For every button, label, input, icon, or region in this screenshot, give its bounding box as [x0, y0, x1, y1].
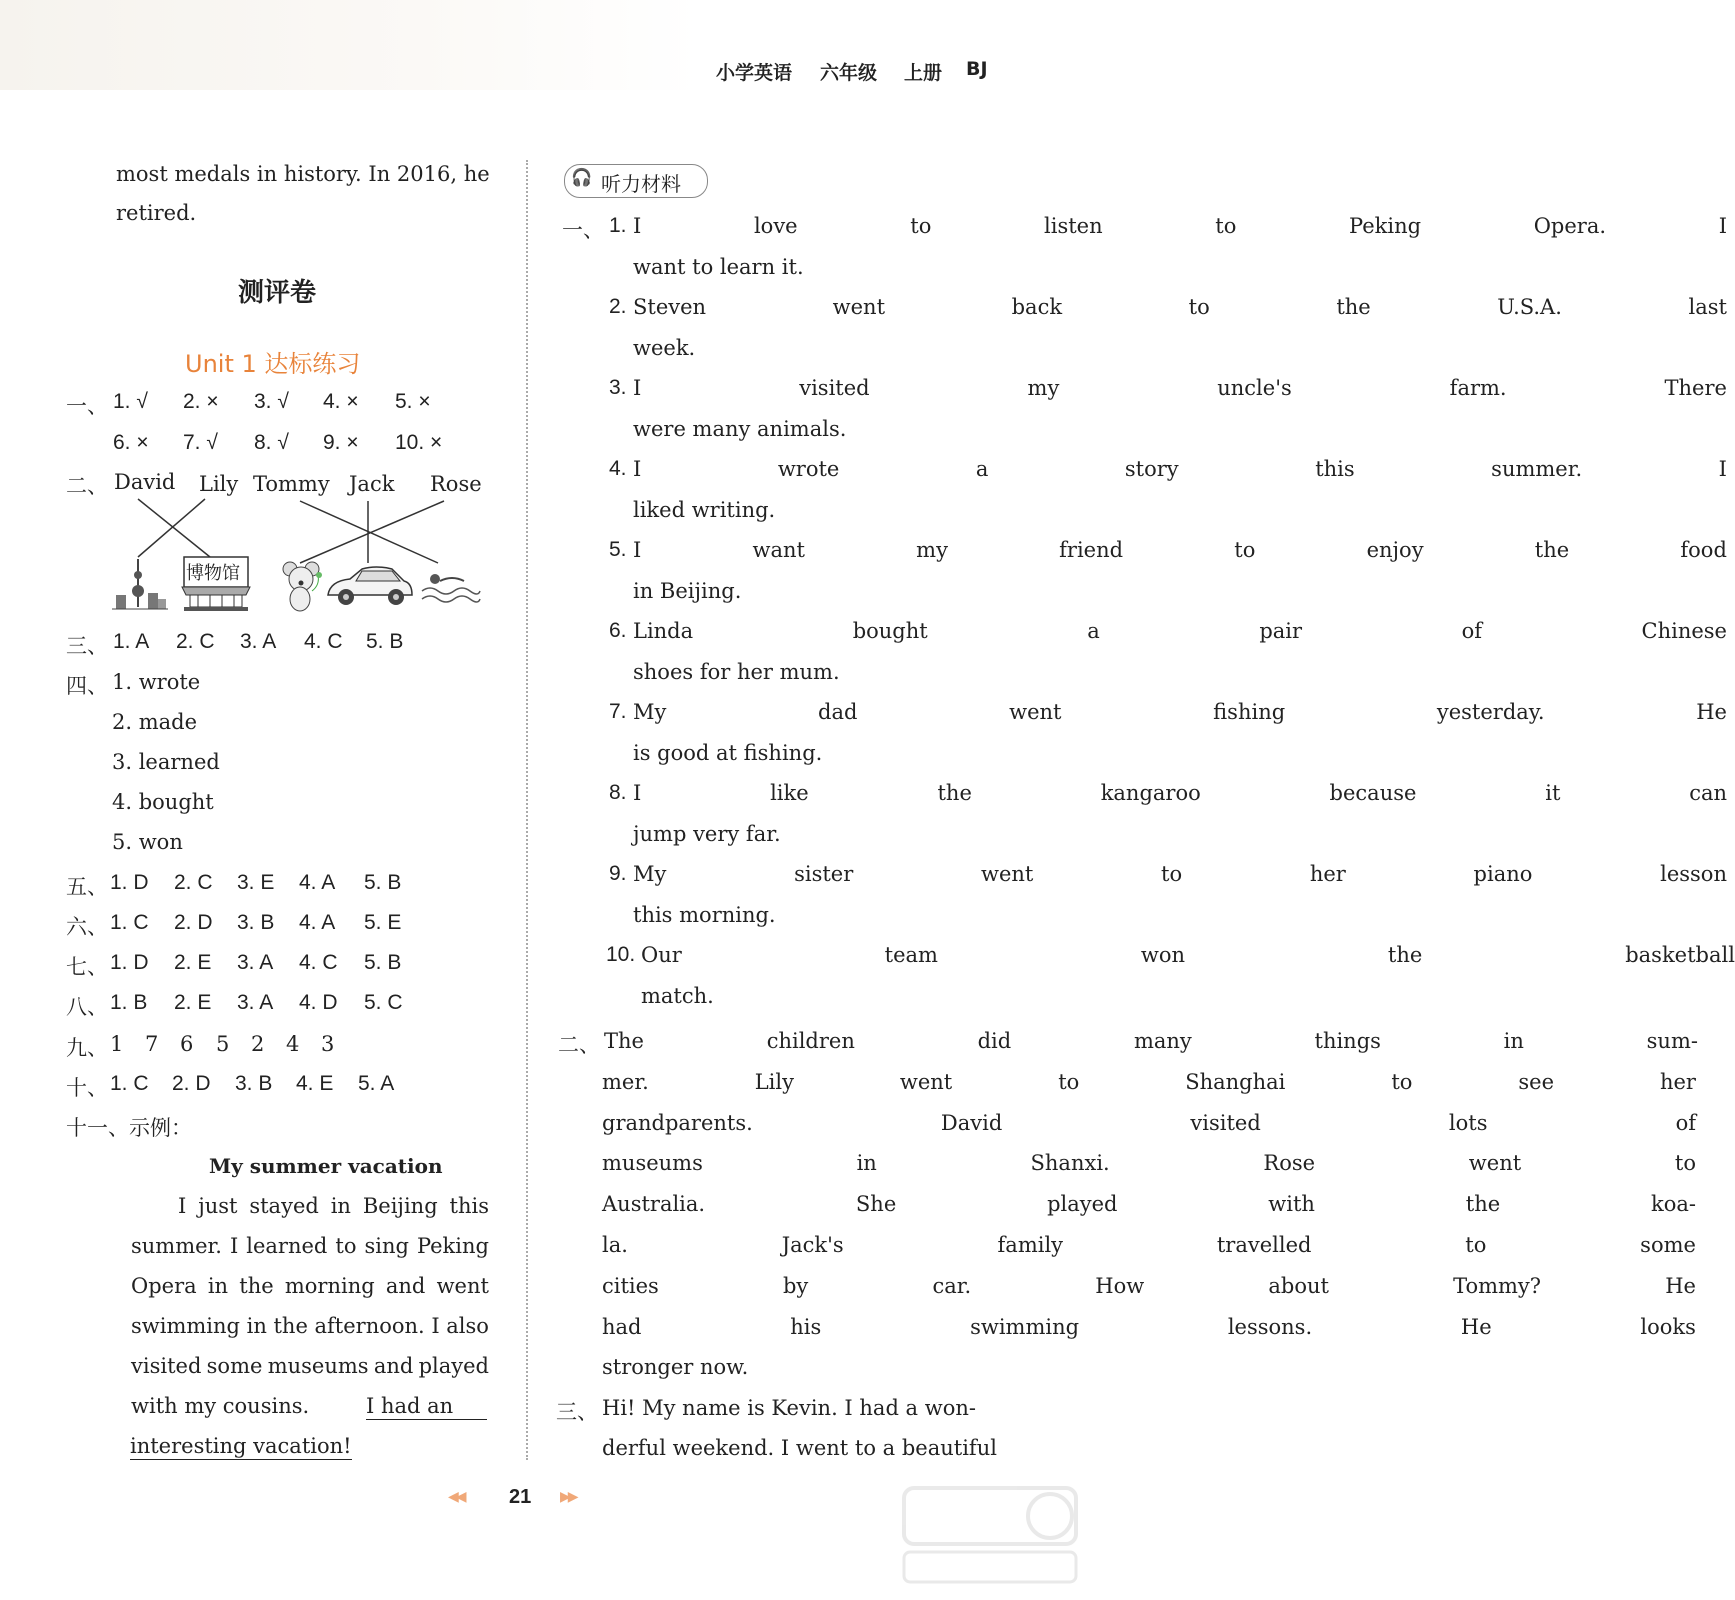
- listening-item-number: 1.: [609, 214, 627, 237]
- q1-answer: 2. ×: [183, 390, 219, 413]
- listening-item-number: 9.: [609, 862, 627, 885]
- listening-item-number: 6.: [609, 619, 627, 642]
- q1-answer: 8. √: [254, 431, 289, 454]
- intro-line-2: retired.: [116, 201, 197, 225]
- q10-answer: 2. D: [172, 1072, 211, 1095]
- listening-item-line: jump very far.: [633, 821, 781, 846]
- headphones-icon: 🎧: [571, 168, 593, 188]
- q9-answer: 6: [180, 1032, 194, 1056]
- q6-answer: 2. D: [174, 911, 213, 934]
- q8-answer: 3. A: [237, 991, 274, 1014]
- listening-item-line: My dad went fishing yesterday. He: [633, 700, 1727, 724]
- matching-diagram: [100, 495, 500, 620]
- listening-item-line: were many animals.: [633, 416, 847, 441]
- s3-label: 三、: [556, 1401, 598, 1424]
- q3-label: 三、: [66, 635, 108, 658]
- passage-line: stronger now.: [602, 1355, 749, 1380]
- q10-answer: 1. C: [110, 1072, 149, 1095]
- q7-answer: 1. D: [110, 951, 149, 974]
- passage-line: Australia. She played with the koa-: [602, 1192, 1696, 1217]
- listening-item-number: 7.: [609, 700, 627, 723]
- q11-label: 十一、示例：: [66, 1117, 192, 1140]
- q4-label: 四、: [66, 675, 108, 698]
- tv-tower-icon: [112, 559, 168, 609]
- swimmer-icon: [422, 574, 480, 602]
- listening-badge: [564, 164, 708, 198]
- name-tommy: Tommy: [253, 472, 330, 496]
- q9-label: 九、: [66, 1037, 108, 1060]
- listening-item-line: Our team won the basketball: [641, 943, 1735, 967]
- listening-item-number: 5.: [609, 538, 627, 561]
- listening-item-line: I like the kangaroo because it can: [633, 781, 1727, 805]
- passage-line: Hi! My name is Kevin. I had a won-: [602, 1396, 976, 1420]
- essay-line: with my cousins.: [131, 1394, 310, 1418]
- listening-item-line: want to learn it.: [633, 254, 804, 279]
- next-arrows-icon: ▶▶: [560, 1489, 576, 1505]
- q4-answer: 5. won: [112, 830, 183, 854]
- q7-answer: 5. B: [364, 951, 402, 974]
- passage-line: museums in Shanxi. Rose went to: [602, 1151, 1696, 1176]
- prev-arrows-icon: ◀◀: [448, 1489, 464, 1505]
- q1-answer: 5. ×: [395, 390, 431, 413]
- listening-item-line: match.: [641, 983, 714, 1008]
- header-grade: 六年级: [820, 62, 878, 84]
- listening-item-line: I want my friend to enjoy the food: [633, 538, 1727, 562]
- essay-line: summer. I learned to sing Peking: [131, 1234, 489, 1258]
- name-jack: Jack: [349, 472, 395, 496]
- q9-answer: 1: [110, 1032, 124, 1056]
- q6-answer: 1. C: [110, 911, 149, 934]
- q1-label: 一、: [66, 395, 108, 418]
- listening-item-line: week.: [633, 335, 696, 360]
- header-background: [0, 0, 700, 90]
- q4-answer: 1. wrote: [112, 670, 201, 694]
- q3-answer: 5. B: [366, 630, 404, 653]
- intro-line-1: most medals in history. In 2016, he: [116, 162, 490, 186]
- car-icon: [328, 567, 412, 605]
- q10-answer: 4. E: [296, 1072, 334, 1095]
- essay-line: swimming in the afternoon. I also: [131, 1314, 489, 1338]
- listening-item-line: I visited my uncle's farm. There: [633, 376, 1727, 400]
- q6-label: 六、: [66, 916, 108, 939]
- s1-label: 一、: [562, 219, 604, 242]
- q10-answer: 5. A: [358, 1072, 395, 1095]
- essay-line: Opera in the morning and went: [131, 1274, 489, 1298]
- q5-answer: 3. E: [237, 871, 275, 894]
- koala-icon: [283, 562, 322, 611]
- q9-answer: 5: [216, 1032, 230, 1056]
- listening-item-number: 10.: [606, 943, 636, 966]
- passage-line: grandparents. David visited lots of: [602, 1110, 1696, 1135]
- passage-line: la. Jack's family travelled to some: [602, 1233, 1696, 1257]
- q5-answer: 5. B: [364, 871, 402, 894]
- matching-lines: [138, 499, 444, 563]
- q3-answer: 3. A: [240, 630, 277, 653]
- unit-title: Unit 1 达标练习: [185, 350, 361, 378]
- q1-answer: 6. ×: [113, 431, 149, 454]
- listening-item-number: 4.: [609, 457, 627, 480]
- passage-line: cities by car. How about Tommy? He: [602, 1273, 1696, 1298]
- essay-underlined: I had an: [366, 1394, 487, 1420]
- q8-answer: 4. D: [299, 991, 338, 1014]
- q6-answer: 3. B: [237, 911, 275, 934]
- name-lily: Lily: [199, 472, 239, 496]
- listening-item-line: shoes for her mum.: [633, 659, 840, 684]
- q1-answer: 7. √: [183, 431, 218, 454]
- listening-item-number: 3.: [609, 376, 627, 399]
- listening-item-line: is good at fishing.: [633, 740, 823, 765]
- essay-underlined: interesting vacation!: [130, 1434, 352, 1458]
- q4-answer: 2. made: [112, 710, 198, 734]
- listening-item-number: 2.: [609, 295, 627, 318]
- essay-line: I just stayed in Beijing this: [178, 1194, 489, 1218]
- badge-label: 听力材料: [601, 172, 681, 196]
- q5-answer: 4. A: [299, 871, 336, 894]
- header-term: 上册: [904, 62, 943, 84]
- q10-label: 十、: [66, 1077, 108, 1100]
- q10-answer: 3. B: [235, 1072, 273, 1095]
- listening-item-line: I wrote a story this summer. I: [633, 457, 1727, 481]
- q8-answer: 5. C: [364, 991, 403, 1014]
- q1-answer: 3. √: [254, 390, 289, 413]
- column-divider: [526, 160, 528, 1460]
- q8-answer: 1. B: [110, 991, 148, 1014]
- q1-answer: 10. ×: [395, 431, 443, 454]
- listening-item-line: this morning.: [633, 902, 776, 927]
- listening-item-line: My sister went to her piano lesson: [633, 862, 1727, 886]
- q3-answer: 4. C: [304, 630, 343, 653]
- q8-answer: 2. E: [174, 991, 212, 1014]
- passage-line: The children did many things in sum-: [604, 1029, 1698, 1053]
- listening-item-line: in Beijing.: [633, 578, 742, 603]
- s2-label: 二、: [558, 1034, 600, 1057]
- q8-label: 八、: [66, 996, 108, 1019]
- listening-item-line: liked writing.: [633, 497, 776, 522]
- passage-line: derful weekend. I went to a beautiful: [602, 1436, 997, 1460]
- q5-label: 五、: [66, 876, 108, 899]
- q6-answer: 4. A: [299, 911, 336, 934]
- section-title: 测评卷: [238, 278, 317, 308]
- q1-answer: 9. ×: [323, 431, 359, 454]
- museum-sign: 博物馆: [186, 563, 240, 584]
- q7-answer: 2. E: [174, 951, 212, 974]
- q5-answer: 2. C: [174, 871, 213, 894]
- essay-title: My summer vacation: [209, 1154, 443, 1178]
- q7-answer: 3. A: [237, 951, 274, 974]
- essay-line: visited some museums and played: [131, 1354, 489, 1378]
- q4-answer: 4. bought: [112, 790, 214, 814]
- passage-line: had his swimming lessons. He looks: [602, 1314, 1696, 1339]
- listening-item-line: I love to listen to Peking Opera. I: [633, 214, 1727, 238]
- listening-item-number: 8.: [609, 781, 627, 804]
- listening-item-line: Linda bought a pair of Chinese: [633, 619, 1727, 643]
- q1-answer: 4. ×: [323, 390, 359, 413]
- q9-answer: 4: [286, 1032, 300, 1056]
- q9-answer: 7: [145, 1032, 159, 1056]
- header-edition: BJ: [966, 58, 988, 80]
- name-david: David: [114, 470, 176, 494]
- name-rose: Rose: [430, 472, 482, 496]
- q9-answer: 2: [251, 1032, 265, 1056]
- q7-answer: 4. C: [299, 951, 338, 974]
- q4-answer: 3. learned: [112, 750, 220, 774]
- q5-answer: 1. D: [110, 871, 149, 894]
- q3-answer: 2. C: [176, 630, 215, 653]
- q2-label: 二、: [66, 475, 108, 498]
- listening-item-line: Steven went back to the U.S.A. last: [633, 295, 1727, 319]
- q9-answer: 3: [321, 1032, 335, 1056]
- q1-answer: 1. √: [113, 390, 148, 413]
- header-subject: 小学英语: [716, 62, 793, 84]
- passage-line: mer. Lily went to Shanghai to see her: [602, 1069, 1696, 1094]
- q6-answer: 5. E: [364, 911, 402, 934]
- page-number: 21: [509, 1486, 532, 1508]
- q7-label: 七、: [66, 956, 108, 979]
- watermark-logo: [900, 1480, 1080, 1590]
- q3-answer: 1. A: [113, 630, 150, 653]
